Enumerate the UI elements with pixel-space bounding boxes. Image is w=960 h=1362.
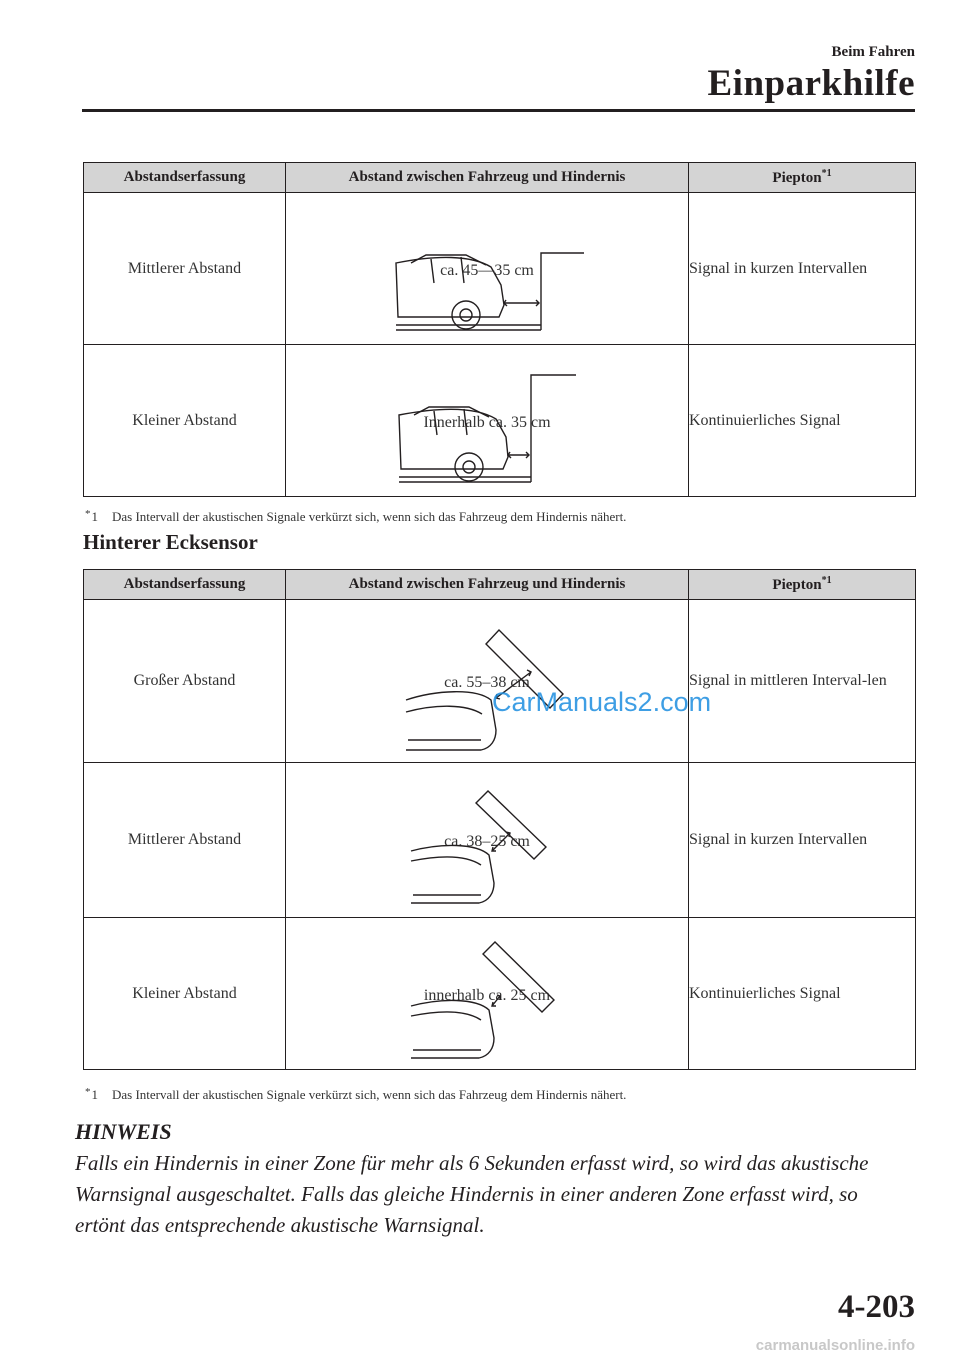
detection-label: Kleiner Abstand	[84, 345, 286, 497]
watermark: CarManuals2.com	[492, 687, 712, 717]
beep-signal: Signal in kurzen Intervallen	[689, 193, 916, 345]
corner-car-small-illustration	[286, 918, 689, 1070]
distance-caption: ca. 45―35 cm	[440, 261, 534, 279]
table-row	[84, 193, 916, 345]
col-header-beep	[689, 163, 916, 193]
header-section: Beim Fahren	[831, 44, 915, 60]
rear-car-medium-illustration	[286, 193, 689, 345]
distance-cell	[286, 918, 689, 1070]
footer-site-watermark: carmanualsonline.info	[755, 1337, 915, 1354]
rear-car-short-illustration	[286, 345, 689, 497]
beep-signal: Kontinuierliches Signal	[689, 345, 916, 497]
page-number: 4-203	[838, 1289, 915, 1325]
col-header-detection: Abstandserfassung	[84, 570, 286, 600]
distance-cell	[286, 193, 689, 345]
corner-car-medium-illustration	[286, 763, 689, 918]
col-header-detection: Abstandserfassung	[84, 163, 286, 193]
distance-caption: Innerhalb ca. 35 cm	[423, 413, 551, 431]
footnote-mark: *	[85, 508, 91, 520]
beep-header-label: Piepton	[772, 577, 822, 593]
beep-header-label: Piepton	[772, 170, 822, 186]
section-heading: Hinterer Ecksensor	[83, 530, 258, 554]
corner-car-large-illustration	[286, 600, 689, 763]
col-header-distance: Abstand zwischen Fahrzeug und Hindernis	[286, 570, 689, 600]
table-row	[84, 600, 916, 763]
page-title: Einparkhilfe	[707, 63, 915, 104]
distance-cell	[286, 763, 689, 918]
distance-caption: innerhalb ca. 25 cm	[423, 986, 551, 1004]
beep-signal: Kontinuierliches Signal	[689, 918, 916, 1070]
footnote-ref: *1	[821, 168, 832, 179]
beep-signal: Signal in mittleren Interval-len	[689, 600, 916, 763]
detection-label: Mittlerer Abstand	[84, 763, 286, 918]
table-row	[84, 918, 916, 1070]
footnote	[85, 1087, 626, 1103]
distance-caption: ca. 55–38 cm	[444, 674, 530, 691]
distance-cell	[286, 600, 689, 763]
footnote-ref: *1	[821, 575, 832, 586]
table-header-row	[84, 163, 916, 193]
distance-table-corner	[83, 569, 916, 1070]
table-row	[84, 763, 916, 918]
footnote-mark: *	[85, 1086, 91, 1098]
table-header-row	[84, 570, 916, 600]
footnote-number: 1	[91, 1087, 98, 1102]
distance-cell	[286, 345, 689, 497]
distance-table-rear	[83, 162, 916, 497]
footnote-text: Das Intervall der akustischen Signale verkürzt sich, wenn sich das Fahrzeug dem Hindernis nähert.	[112, 1087, 627, 1102]
col-header-beep	[689, 570, 916, 600]
detection-label: Mittlerer Abstand	[84, 193, 286, 345]
note-title: HINWEIS	[75, 1119, 172, 1144]
footnote-number: 1	[91, 509, 98, 524]
footnote-text: Das Intervall der akustischen Signale verkürzt sich, wenn sich das Fahrzeug dem Hindernis nähert.	[112, 509, 627, 524]
note-text: Falls ein Hindernis in einer Zone für mehr als 6 Sekunden erfasst wird, so wird das akustische Warnsignal ausgeschaltet. Falls das gleiche Hindernis in einer anderen Zone erfasst wird, so ertönt das entsprechende akustische Warnsignal.	[75, 1151, 869, 1237]
col-header-distance: Abstand zwischen Fahrzeug und Hindernis	[286, 163, 689, 193]
beep-signal: Signal in kurzen Intervallen	[689, 763, 916, 918]
table-row	[84, 345, 916, 497]
footnote	[85, 509, 626, 525]
detection-label: Großer Abstand	[84, 600, 286, 763]
detection-label: Kleiner Abstand	[84, 918, 286, 1070]
distance-caption: ca. 38–25 cm	[444, 833, 530, 850]
header-rule	[82, 109, 915, 112]
